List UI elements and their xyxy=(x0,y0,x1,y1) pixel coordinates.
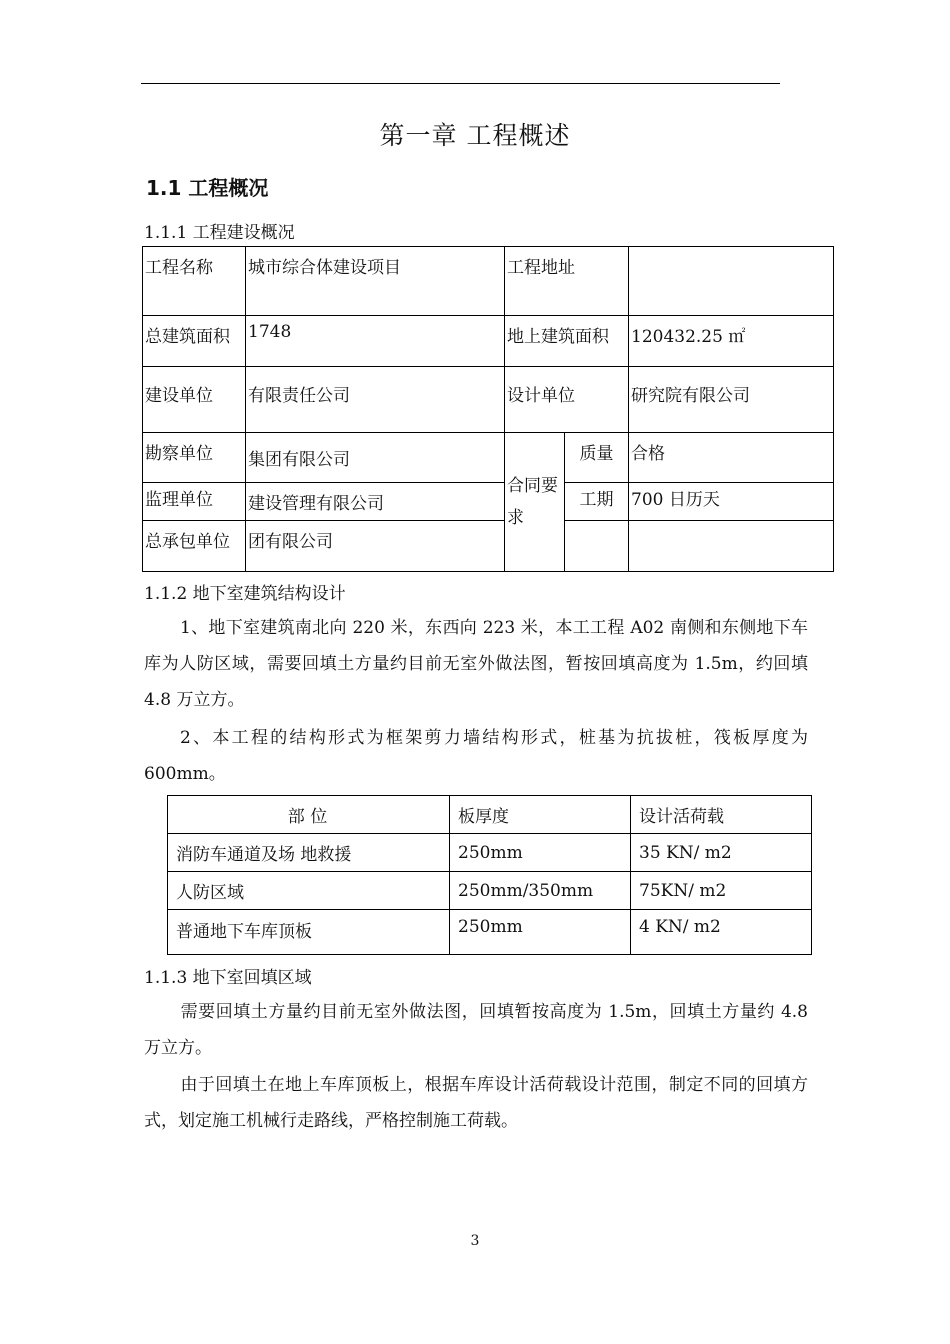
subsection-title-1: 1.1.1 工程建设概况 xyxy=(144,223,295,243)
section-title: 1.1 工程概况 xyxy=(146,176,269,200)
general-contractor-value: 团有限公司 xyxy=(246,521,505,572)
subsection-title-3: 1.1.3 地下室回填区域 xyxy=(144,968,312,988)
paragraph-4-text: 由于回填土在地上车库顶板上，根据车库设计活荷载设计范围，制定不同的回填方式，划定施工机械行走路线，严格控制施工荷载。 xyxy=(144,1075,808,1131)
total-area-value: 1748 xyxy=(246,316,505,367)
table-cell: 35 KN/ m2 xyxy=(631,834,812,872)
contract-requirement-label: 合同要求 xyxy=(505,433,565,572)
above-area-value: 120432.25 ㎡ xyxy=(629,316,834,367)
above-area-label: 地上建筑面积 xyxy=(505,316,629,367)
paragraph-1-text: 1、地下室建筑南北向 220 米，东西向 223 米，本工工程 A02 南侧和东侧地下车库为人防区域，需要回填土方量约目前无室外做法图，暂按回填高度为 1.5m，约回填4.8 万立方。 xyxy=(144,618,808,710)
quality-value: 合格 xyxy=(629,433,834,483)
chapter-title: 第一章 工程概述 xyxy=(379,121,571,150)
period-label: 工期 xyxy=(565,483,629,521)
project-overview-table xyxy=(142,246,834,572)
general-contractor-label: 总承包单位 xyxy=(143,521,246,572)
builder-label: 建设单位 xyxy=(143,367,246,433)
builder-value: 有限责任公司 xyxy=(246,367,505,433)
designer-label: 设计单位 xyxy=(505,367,629,433)
header-rule xyxy=(141,83,780,84)
slab-load-table xyxy=(167,795,812,955)
project-address-value xyxy=(629,247,834,316)
table-cell: 消防车通道及场 地救援 xyxy=(168,834,450,872)
total-area-label: 总建筑面积 xyxy=(143,316,246,367)
project-name-label: 工程名称 xyxy=(143,247,246,316)
subsection-title-2: 1.1.2 地下室建筑结构设计 xyxy=(144,584,346,604)
designer-value: 研究院有限公司 xyxy=(629,367,834,433)
project-name-value: 城市综合体建设项目 xyxy=(246,247,505,316)
table-cell: 250mm xyxy=(450,834,631,872)
empty-cell xyxy=(565,521,629,572)
project-address-label: 工程地址 xyxy=(505,247,629,316)
table-cell: 75KN/ m2 xyxy=(631,872,812,910)
table-cell: 250mm xyxy=(450,910,631,955)
survey-value: 集团有限公司 xyxy=(246,433,505,483)
paragraph-4 xyxy=(144,1067,808,1139)
table-cell: 人防区域 xyxy=(168,872,450,910)
supervisor-label: 监理单位 xyxy=(143,483,246,521)
paragraph-2 xyxy=(144,720,808,792)
table2-header-live-load: 设计活荷载 xyxy=(631,796,812,834)
empty-cell xyxy=(629,521,834,572)
table2-header-position: 部 位 xyxy=(168,796,450,834)
paragraph-2-text: 2、本工程的结构形式为框架剪力墙结构形式，桩基为抗拔桩，筏板厚度为 600mm。 xyxy=(144,728,808,784)
period-value: 700 日历天 xyxy=(629,483,834,521)
paragraph-3-text: 需要回填土方量约目前无室外做法图，回填暂按高度为 1.5m，回填土方量约 4.8 万立方。 xyxy=(144,1002,808,1058)
quality-label: 质量 xyxy=(565,433,629,483)
supervisor-value: 建设管理有限公司 xyxy=(246,483,505,521)
paragraph-3 xyxy=(144,994,808,1066)
table-cell: 250mm/350mm xyxy=(450,872,631,910)
table-cell: 普通地下车库顶板 xyxy=(168,910,450,955)
survey-label: 勘察单位 xyxy=(143,433,246,483)
paragraph-1 xyxy=(144,610,808,718)
table-cell: 4 KN/ m2 xyxy=(631,910,812,955)
table2-header-thickness: 板厚度 xyxy=(450,796,631,834)
page-number: 3 xyxy=(470,1233,480,1249)
